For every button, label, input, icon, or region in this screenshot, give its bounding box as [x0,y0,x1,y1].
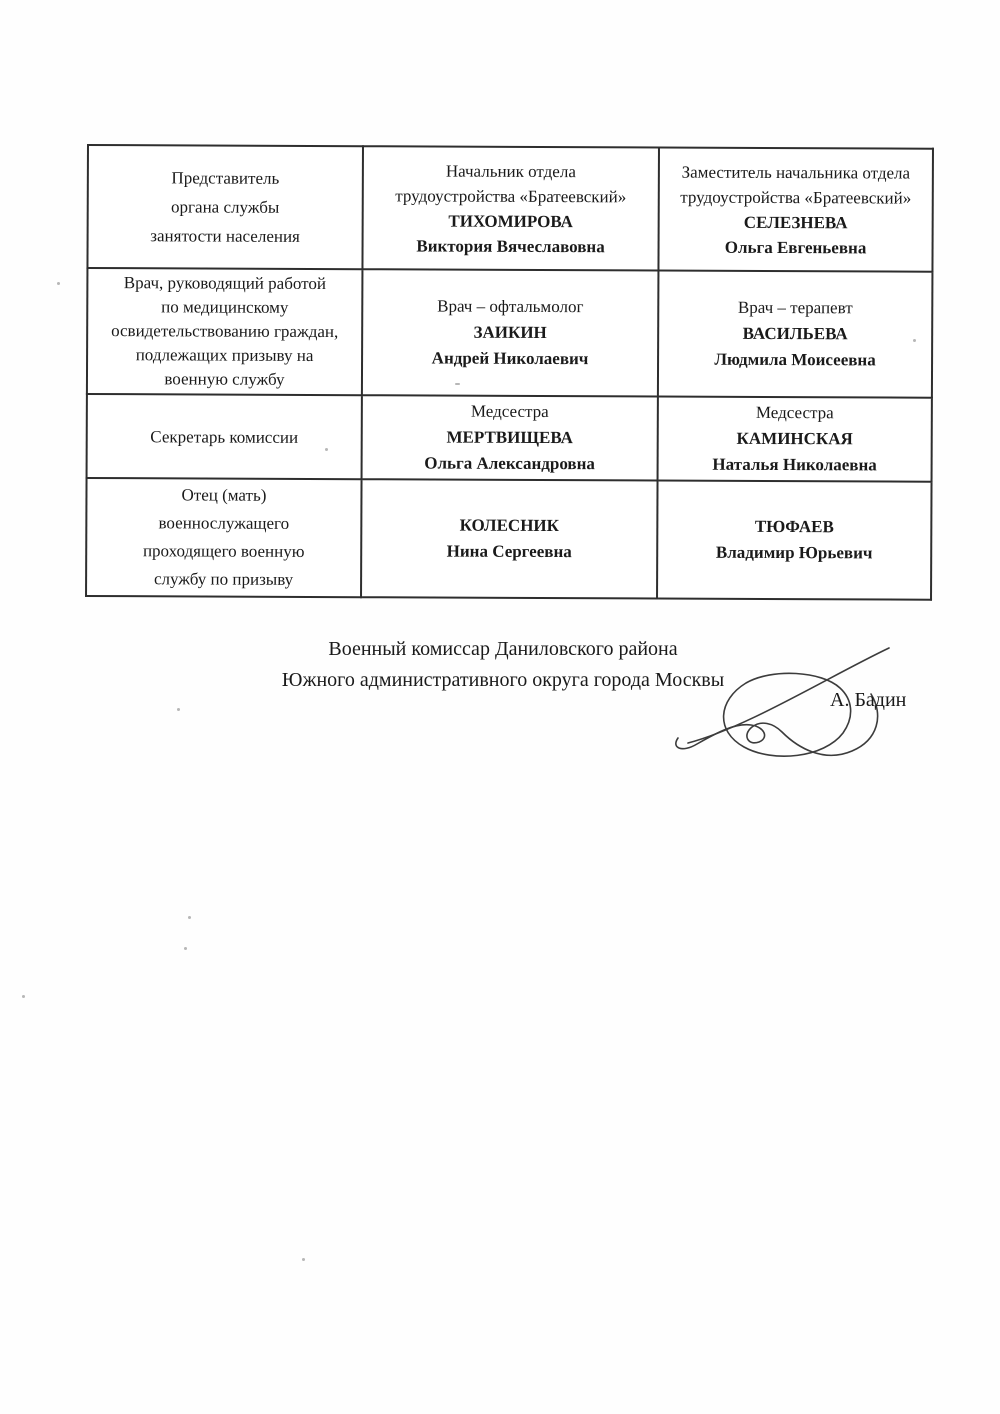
cell-line: Врач, руководящий работой [123,273,326,294]
cell-line: Заместитель начальника отдела [681,162,911,183]
cell-line: Секретарь комиссии [150,426,299,447]
signature-name: А. Бадин [830,689,907,711]
cell-member-kaminskaya [658,396,932,481]
scan-speck [22,995,25,998]
cell-line-surname: ВАСИЛЬЕВА [742,323,848,344]
cell-line-surname: СЕЛЕЗНЕВА [743,212,848,232]
scan-speck [57,282,60,285]
cell-line: Врач – офтальмолог [437,296,584,317]
cell-line: военнослужащего [158,513,290,533]
scan-speck [188,916,191,919]
cell-line: по медицинскому [161,297,289,317]
cell-line: Медсестра [755,402,834,423]
cell-line: Отец (мать) [181,485,267,505]
table-row [87,268,933,398]
cell-line-givenname: Наталья Николаевна [712,454,877,475]
cell-line: проходящего военную [142,541,305,561]
cell-member-tikhomirova [362,146,659,270]
scan-speck [325,448,328,451]
cell-line: Начальник отдела [445,161,576,181]
scan-speck [455,383,460,385]
cell-line: освидетельствованию граждан, [111,321,339,342]
cell-line: органа службы [171,197,280,217]
commissar-title-line2: Южного административного округа города Москвы [281,669,725,691]
cell-line: подлежащих призыву на [135,345,314,365]
cell-line-givenname: Ольга Александровна [424,453,595,474]
cell-line: Врач – терапевт [737,297,853,318]
cell-line-surname: ТИХОМИРОВА [448,211,573,231]
cell-line-givenname: Ольга Евгеньевна [724,237,867,257]
cell-member-tyufaev [657,480,932,599]
cell-line-givenname: Владимир Юрьевич [715,542,873,563]
cell-role-secretary [87,394,362,479]
table-row [87,145,933,272]
cell-line: трудоустройства «Братеевский» [680,187,912,208]
scan-speck [302,1258,305,1261]
cell-line: службу по призыву [153,569,294,589]
cell-line-surname: КОЛЕСНИК [459,515,560,536]
cell-member-selezneva [658,147,933,271]
cell-member-zaikin [362,269,659,396]
cell-line-givenname: Андрей Николаевич [431,348,589,369]
commission-table [85,144,934,601]
scan-speck [177,708,180,711]
cell-line-surname: МЕРТВИЩЕВА [446,427,573,448]
cell-line-givenname: Людмила Моисеевна [714,349,876,370]
cell-role-medical-supervisor [87,268,363,395]
cell-line: Медсестра [470,401,549,422]
cell-role-employment-rep [87,145,363,269]
cell-line-surname: ЗАИКИН [473,322,547,343]
scan-speck [913,339,916,342]
cell-line-givenname: Виктория Вячеславовна [416,235,605,256]
cell-member-mertvishcheva [362,395,658,480]
cell-member-kolesnik [361,479,658,598]
commissar-title-line1: Военный комиссар Даниловского района [328,638,678,660]
table-row [87,394,932,482]
scan-speck [184,947,187,950]
cell-line: Представитель [171,168,280,188]
cell-line: занятости населения [150,226,300,246]
cell-line-surname: ТЮФАЕВ [754,516,834,537]
cell-line-surname: КАМИНСКАЯ [736,428,853,449]
cell-role-parent [86,478,362,597]
cell-line: трудоустройства «Братеевский» [395,185,627,206]
table-row [86,478,932,600]
cell-line-givenname: Нина Сергеевна [446,541,572,562]
cell-line: военную службу [164,369,285,389]
cell-member-vasileva [658,270,933,397]
